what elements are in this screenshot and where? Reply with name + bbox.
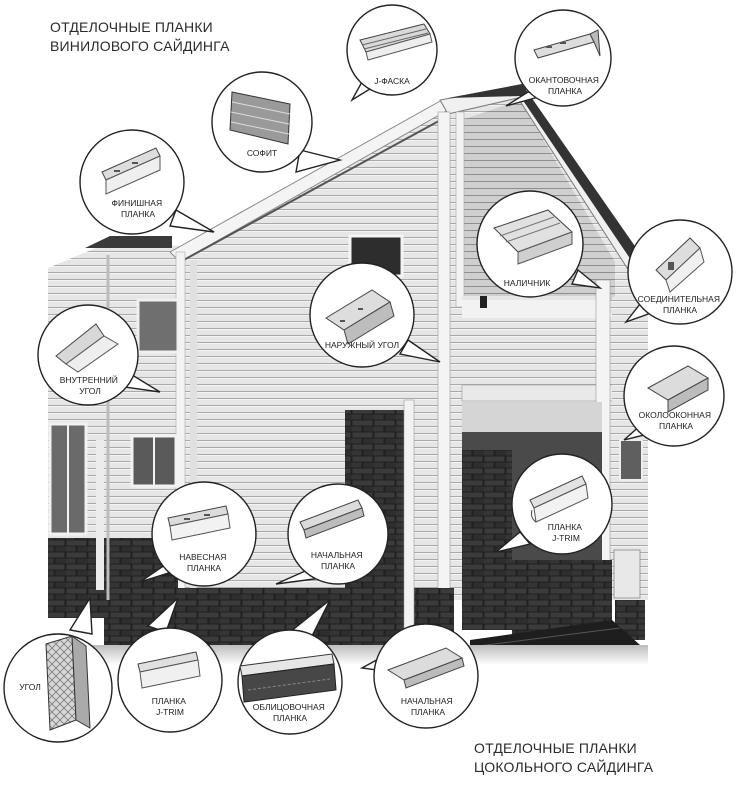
plinth-trims-heading-line-1: ОТДЕЛОЧНЫЕ ПЛАНКИ (474, 740, 637, 756)
callout-plinth-corner (4, 598, 112, 742)
callout-label: ПЛАНКА J-TRIM (547, 522, 582, 543)
callout-label: НАЧАЛЬНАЯ ПЛАНКА (400, 696, 453, 717)
plinth-corner-icon (46, 636, 90, 730)
callout-label: НАРУЖНЫЙ УГОЛ (324, 340, 400, 350)
callout-label: ОКАНТОВОЧНАЯ ПЛАНКА (528, 75, 599, 96)
callout-near-window-strip (624, 346, 724, 446)
callout-soffit (212, 72, 340, 172)
callout-label: ОБЛИЦОВОЧНАЯ ПЛАНКА (252, 702, 325, 723)
callout-finishing-strip (80, 130, 214, 234)
callout-label: ОКОЛООКОННАЯ ПЛАНКА (638, 410, 711, 431)
callout-label: НАЛИЧНИК (503, 278, 551, 288)
callout-label: НАВЕСНАЯ ПЛАНКА (179, 552, 227, 573)
callout-label: НАЧАЛЬНАЯ ПЛАНКА (310, 550, 363, 571)
callout-label: ПЛАНКА J-TRIM (151, 696, 186, 717)
callout-label: УГОЛ (19, 682, 41, 692)
plinth-trims-heading-line-2: ЦОКОЛЬНОГО САЙДИНГА (474, 759, 654, 775)
callout-label: J-ФАСКА (374, 76, 410, 86)
callout-label: СОФИТ (246, 148, 278, 158)
callout-connecting-strip (626, 220, 732, 324)
vinyl-trims-heading-line-1: ОТДЕЛОЧНЫЕ ПЛАНКИ (50, 19, 213, 35)
callout-label: ВНУТРЕННИЙ УГОЛ (59, 375, 118, 396)
callout-j-chamfer (347, 5, 437, 100)
callout-label: ФИНИШНАЯ ПЛАНКА (111, 198, 163, 219)
vinyl-trims-heading-line-2: ВИНИЛОВОГО САЙДИНГА (50, 38, 230, 54)
callout-label: СОЕДИНИТЕЛЬНАЯ ПЛАНКА (637, 294, 720, 315)
